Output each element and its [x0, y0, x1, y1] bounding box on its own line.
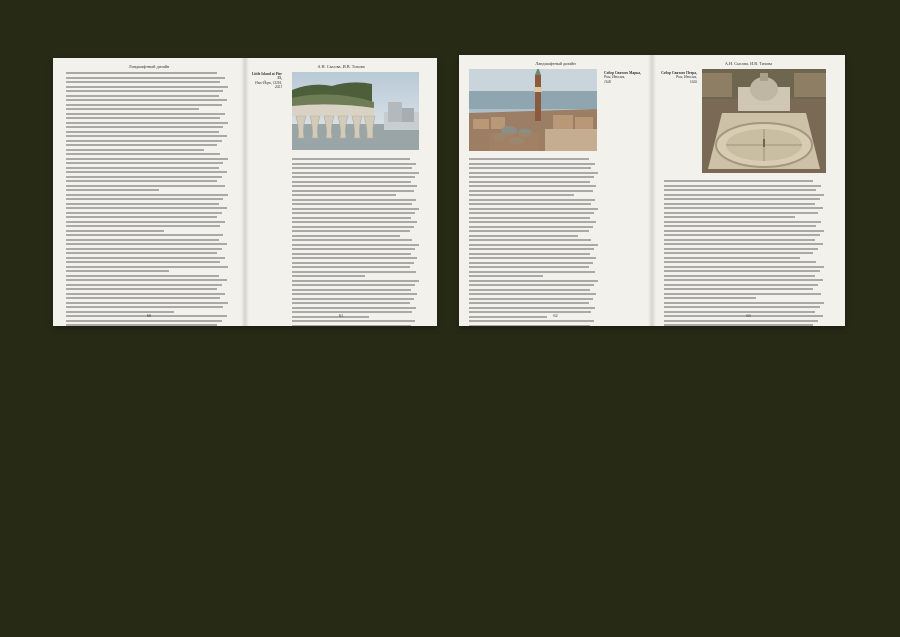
text-line [66, 324, 217, 326]
text-line [66, 288, 217, 290]
text-line [292, 172, 419, 174]
text-line [664, 194, 824, 196]
text-line [664, 252, 813, 254]
text-line [66, 207, 227, 209]
caption-year: 1626 [689, 79, 697, 84]
text-line [292, 257, 417, 259]
text-line [469, 289, 590, 291]
text-line [66, 293, 225, 295]
text-line [469, 167, 591, 169]
text-line [66, 153, 220, 155]
text-line [469, 172, 598, 174]
text-line [66, 234, 223, 236]
text-line [66, 144, 217, 146]
text-line [664, 320, 818, 322]
text-line [66, 122, 228, 124]
text-line [66, 180, 217, 182]
text-line [66, 252, 217, 254]
text-line [292, 230, 410, 232]
text-line [664, 293, 821, 295]
text-line [664, 180, 813, 182]
text-line [664, 270, 820, 272]
photo-caption [248, 72, 282, 90]
text-line [292, 221, 417, 223]
text-line [469, 293, 596, 295]
text-line [292, 253, 411, 255]
text-line [664, 198, 820, 200]
text-line [66, 72, 217, 74]
text-line [664, 207, 823, 209]
text-line [66, 126, 223, 128]
text-line [66, 306, 223, 308]
text-line [66, 225, 220, 227]
text-line [66, 131, 219, 133]
text-line [66, 99, 227, 101]
text-line [66, 171, 227, 173]
text-line [292, 199, 416, 201]
text-line [664, 212, 818, 214]
text-line [292, 280, 419, 282]
text-line [292, 158, 410, 160]
caption-place: Рим, Италия, [675, 75, 697, 80]
text-line [66, 302, 228, 304]
text-line [469, 280, 598, 282]
text-line [664, 225, 816, 227]
text-line [292, 217, 411, 219]
text-line [66, 189, 159, 191]
text-line [66, 185, 225, 187]
text-line [292, 271, 416, 273]
text-line [66, 108, 199, 110]
st-peter-photo [702, 69, 826, 173]
caption-year: 2021 [274, 85, 282, 90]
body-text [469, 158, 599, 326]
text-line [664, 261, 816, 263]
book-spread-left [53, 58, 437, 326]
text-line [292, 176, 415, 178]
page-number: 62 [553, 313, 558, 318]
text-line [469, 199, 595, 201]
text-line [469, 298, 593, 300]
text-line [66, 176, 222, 178]
text-line [469, 253, 590, 255]
running-head: Ландшафтный дизайн [128, 64, 170, 69]
gutter-shadow [241, 58, 249, 326]
text-line [66, 104, 222, 106]
text-line [292, 244, 419, 246]
text-line [66, 117, 220, 119]
text-line [664, 221, 821, 223]
text-line [469, 230, 589, 232]
text-line [292, 208, 419, 210]
text-line [469, 158, 589, 160]
text-line [469, 208, 598, 210]
text-line [664, 189, 816, 191]
text-line [66, 212, 222, 214]
text-line [66, 243, 227, 245]
text-line [469, 257, 596, 259]
body-text [664, 180, 826, 326]
text-line [292, 320, 415, 322]
text-line [292, 163, 416, 165]
text-line [292, 302, 410, 304]
text-line [292, 293, 417, 295]
text-line [469, 239, 591, 241]
st-mark-photo [469, 69, 597, 151]
text-line [664, 234, 820, 236]
text-line [66, 216, 217, 218]
text-line [292, 239, 412, 241]
text-line [66, 149, 204, 151]
text-line [469, 275, 543, 277]
text-line [66, 167, 219, 169]
caption-place: Нью-Йорк, США, [255, 80, 282, 85]
text-line [469, 235, 578, 237]
page-number: 61 [338, 313, 344, 318]
book-spread-right [459, 55, 845, 326]
text-line [469, 181, 590, 183]
text-line [664, 302, 824, 304]
text-line [664, 297, 756, 299]
caption-place: Рим, Италия, [604, 75, 626, 80]
text-line [66, 248, 222, 250]
text-line [664, 284, 818, 286]
text-line [66, 95, 219, 97]
little-island-photo [292, 72, 419, 150]
text-line [469, 190, 593, 192]
text-line [66, 203, 219, 205]
text-line [469, 176, 594, 178]
text-line [292, 167, 412, 169]
text-line [292, 289, 411, 291]
text-line [469, 217, 590, 219]
text-line [664, 306, 820, 308]
caption-title: Собор Святого Марка, [604, 71, 641, 75]
text-line [469, 194, 574, 196]
text-line [66, 279, 227, 281]
text-line [469, 325, 590, 327]
text-line [292, 190, 414, 192]
text-line [469, 248, 594, 250]
text-line [664, 243, 823, 245]
text-line [66, 194, 228, 196]
text-line [66, 297, 220, 299]
text-line [469, 266, 589, 268]
text-line [469, 226, 593, 228]
text-line [469, 262, 593, 264]
text-line [292, 226, 414, 228]
text-line [664, 248, 818, 250]
text-line [469, 212, 594, 214]
text-line [664, 239, 815, 241]
text-line [66, 135, 227, 137]
text-line [469, 163, 595, 165]
text-line [292, 266, 410, 268]
caption-title: Little Island at Pier 55, [251, 72, 282, 81]
text-line [292, 235, 400, 237]
text-line [469, 320, 594, 322]
body-text [66, 72, 230, 326]
text-line [66, 140, 222, 142]
running-head: А.Н. Сысова, И.В. Тихова [317, 64, 365, 69]
text-line [469, 221, 596, 223]
text-line [66, 77, 225, 79]
text-line [469, 244, 598, 246]
text-line [292, 298, 414, 300]
text-line [66, 113, 225, 115]
text-line [66, 266, 228, 268]
text-line [664, 257, 800, 259]
text-line [66, 239, 219, 241]
text-line [66, 320, 222, 322]
text-line [664, 324, 813, 326]
page-63 [652, 55, 845, 326]
text-line [664, 266, 824, 268]
text-line [292, 262, 414, 264]
text-line [469, 284, 594, 286]
text-line [66, 257, 225, 259]
running-head: А.Н. Сысова, И.В. Тихова [724, 61, 773, 66]
text-line [469, 307, 595, 309]
text-line [66, 230, 164, 232]
text-line [292, 212, 415, 214]
page-number: 63 [746, 313, 751, 318]
text-line [469, 271, 595, 273]
text-line [469, 203, 591, 205]
text-line [66, 275, 219, 277]
text-line [66, 270, 169, 272]
page-62 [459, 55, 652, 326]
text-line [664, 216, 795, 218]
text-line [66, 86, 228, 88]
text-line [292, 275, 365, 277]
text-line [292, 248, 415, 250]
page-61 [245, 58, 437, 326]
text-line [66, 261, 220, 263]
text-line [66, 81, 220, 83]
text-line [292, 194, 396, 196]
text-line [664, 279, 823, 281]
text-line [292, 185, 417, 187]
text-line [292, 284, 415, 286]
text-line [664, 203, 815, 205]
body-text [292, 158, 420, 326]
running-head: Ландшафтный дизайн [535, 61, 576, 66]
text-line [664, 275, 815, 277]
text-line [66, 162, 223, 164]
text-line [469, 302, 589, 304]
text-line [664, 230, 824, 232]
text-line [66, 90, 223, 92]
page-60 [53, 58, 245, 326]
text-line [66, 198, 223, 200]
photo-caption [604, 71, 648, 84]
caption-year: 1626 [604, 79, 612, 84]
text-line [292, 203, 412, 205]
text-line [66, 284, 222, 286]
page-number: 60 [146, 313, 152, 318]
photo-caption [657, 71, 697, 84]
gutter-shadow [648, 55, 656, 326]
text-line [292, 181, 411, 183]
text-line [292, 325, 411, 327]
text-line [664, 288, 813, 290]
text-line [664, 185, 821, 187]
text-line [292, 307, 416, 309]
caption-title: Собор Святого Петра, [661, 71, 697, 75]
text-line [66, 221, 225, 223]
text-line [66, 158, 228, 160]
text-line [469, 185, 596, 187]
